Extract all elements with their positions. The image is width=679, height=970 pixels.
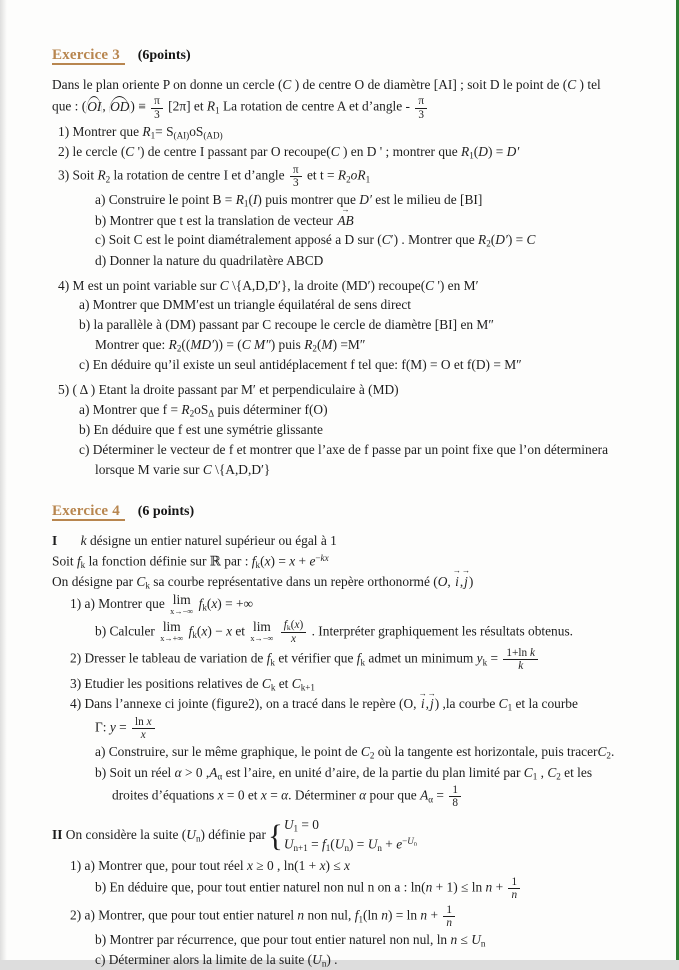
ex3-item-4c: c) En déduire qu’il existe un seul antidéplacement f tel que: f(M) = O et f(D) = M″ — [79, 357, 522, 373]
ex3-item-3a: a) Construire le point $B = R_1(I)$ puis montrer que D′ est le milieu de [BI] — [95, 192, 483, 209]
ex3-item-3d: d) Donner la nature du quadrilatère ABCD — [95, 252, 324, 268]
system-brace: { — [267, 817, 283, 853]
suite-definition-text: II On considère la suite $(U_n)$ définie par — [52, 827, 266, 844]
ex3-item-3b: b) Montrer que t est la translation de vecteur → AB — [52, 212, 645, 230]
ex3-item-3: 3) Soit $R_2$ la rotation de centre I et d’angle $\frac{\pi}{3}$ et $t = R_2oR_1$ — [58, 163, 371, 189]
ex4-part2-item-1b: b) En déduire que, pour tout entier naturel non nul n on a : ln(n + 1) ≤ ln n + $\frac{1}{n}$ — [52, 876, 645, 901]
exercise-4-title: Exercice 4 — [52, 503, 125, 521]
exercise-4-points: (6 points) — [137, 504, 195, 520]
ex4-part1-header: I k désigne un entier naturel supérieur ou égal à 1 — [52, 533, 337, 548]
ex3-item-4a: a) Montrer que DMM′est un triangle équilatéral de sens direct — [79, 297, 412, 313]
ex3-item-4: 4) M est un point variable sur C \{A,D,D′}, la droite (MD′) recoupe(C ') en M′ — [58, 277, 479, 293]
system-equations — [284, 816, 417, 854]
ex3-item-1: 1) Montrer que $R_1= S_{(AI)}oS_{(AD)}$ — [58, 123, 223, 141]
ex4-gamma-curve: Γ: y = $\frac{\text{ln x}}{x}$ — [52, 716, 645, 741]
ex3-item-5a: a) Montrer que $f = R_2oS_\Delta$ puis déterminer f(O) — [79, 401, 328, 419]
ex4-item-3: 3) Etudier les positions relatives de $C_k$ et $C_{k+1}$ — [70, 675, 315, 693]
ex3-item-5b: b) En déduire que f est une symétrie glissante — [79, 422, 323, 438]
exercise-3-points: (6points) — [137, 48, 191, 63]
ex3-item-2: 2) le cercle (C ') de centre I passant par O recoupe(C ) en D ' ; montrer que $R_1(D) = D'$ — [58, 144, 520, 161]
ex4-part2-item-1a: 1) a) Montrer que, pour tout réel x ≥ 0 , ln(1 + x) ≤ x — [70, 857, 350, 873]
ex3-item-5c: c) Déterminer le vecteur de f et montrer que l’axe de f passe par un point fixe que l’on déterminera — [79, 441, 609, 457]
system-equation-1: $U_1 = 0$ — [283, 817, 320, 834]
ex3-intro-line-2: que : (OI, OD) ≡ $\frac{\pi}{3}$ [2π] et $R_1$ La rotation de centre A et d’angle - $\frac{\pi}{3}$ — [52, 95, 645, 120]
ex4-item-4b-cont: droites d’équations x = 0 et x = α. Déterminer α pour que $A_\alpha$ = $\frac{1}{8}$ — [52, 784, 645, 809]
ex4-item-1a: 1) a) Montrer que lim x→−∞ $f_k(x)$ = +∞ — [70, 592, 254, 617]
exercise-3-title: Exercice 3 — [52, 47, 125, 65]
ex3-item-3c: c) Soit C est le point diamétralement apposé a D sur (C′) . Montrer que $R_2(D') = C$ — [95, 232, 536, 249]
ex3-intro-line-1: Dans le plan oriente P on donne un cercle (C ) de centre O de diamètre [AI] ; soit D le point de (C ) tel — [52, 76, 601, 92]
ex3-item-5c-cont: lorsque M varie sur C \{A,D,D′} — [95, 461, 271, 477]
ex3-item-4b: b) la parallèle à (DM) passant par C recoupe le cercle de diamètre [BI] en M″ — [79, 317, 494, 332]
ex4-curve-def: On désigne par $C_k$ sa courbe représentative dans un repère orthonormé (O, → i,→ j) — [52, 573, 645, 592]
ex4-item-4: 4) Dans l’annexe ci jointe (figure2), on a tracé dans le repère (O, → i,→ j) ,la courbe $C_1$ et la courbe — [52, 695, 645, 714]
ex4-item-1b: b) Calculer lim x→+∞ $f_k(x) - x$ et lim x→−∞ $\frac{f_k(x)}{x}$ . Interpréter graphiquement les résultats obtenus. — [95, 618, 574, 646]
ex4-function-def: Soit $f_k$ la fonction définie sur ℝ par : $f_k(x) = x + e^{-kx}$ — [52, 552, 329, 570]
ex4-item-4b: b) Soit un réel α > 0 $,A_\alpha$ est l’aire, en unité d’aire, de la partie du plan limité par $C_1$ , $C_2$ et les — [95, 764, 593, 782]
ex4-item-2: 2) Dresser le tableau de variation de $f_k$ et vérifier que $f_k$ admet un minimum $y_k$ = $\frac{\text{1+ln k}}{k}$ — [52, 647, 645, 672]
exercise-4-heading — [52, 502, 645, 521]
ex4-part2-item-2c: c) Déterminer alors la limite de la suite $(U_n)$ . — [95, 952, 338, 969]
suite-definition-line — [52, 816, 645, 854]
ex3-item-4b-cont: Montrer que: $R_2((MD')) = (C$ M″) puis $R_2(M) =M''$ — [95, 336, 366, 354]
system-equation-2: $U_{n+1} = f_1(U_n) = U_n + e^{-U_n}$ — [283, 836, 417, 854]
ex4-part2-item-2a: 2) a) Montrer, que pour tout entier naturel n non nul, $f_1(\ln$ n) = ln n + $\frac{1}{n}$ — [52, 904, 645, 929]
ex4-item-4a: a) Construire, sur le même graphique, le point de $C_2$ où la tangente est horizontale, puis tracerC$_2$. — [95, 743, 615, 761]
ex3-item-5: 5) ( Δ ) Etant la droite passant par M′ et perpendiculaire à (MD) — [58, 381, 399, 397]
ex4-part2-item-2b: b) Montrer par récurrence, que pour tout entier naturel non nul, $\ln n \le U_n$ — [95, 931, 486, 949]
exercise-3-heading — [52, 46, 645, 65]
